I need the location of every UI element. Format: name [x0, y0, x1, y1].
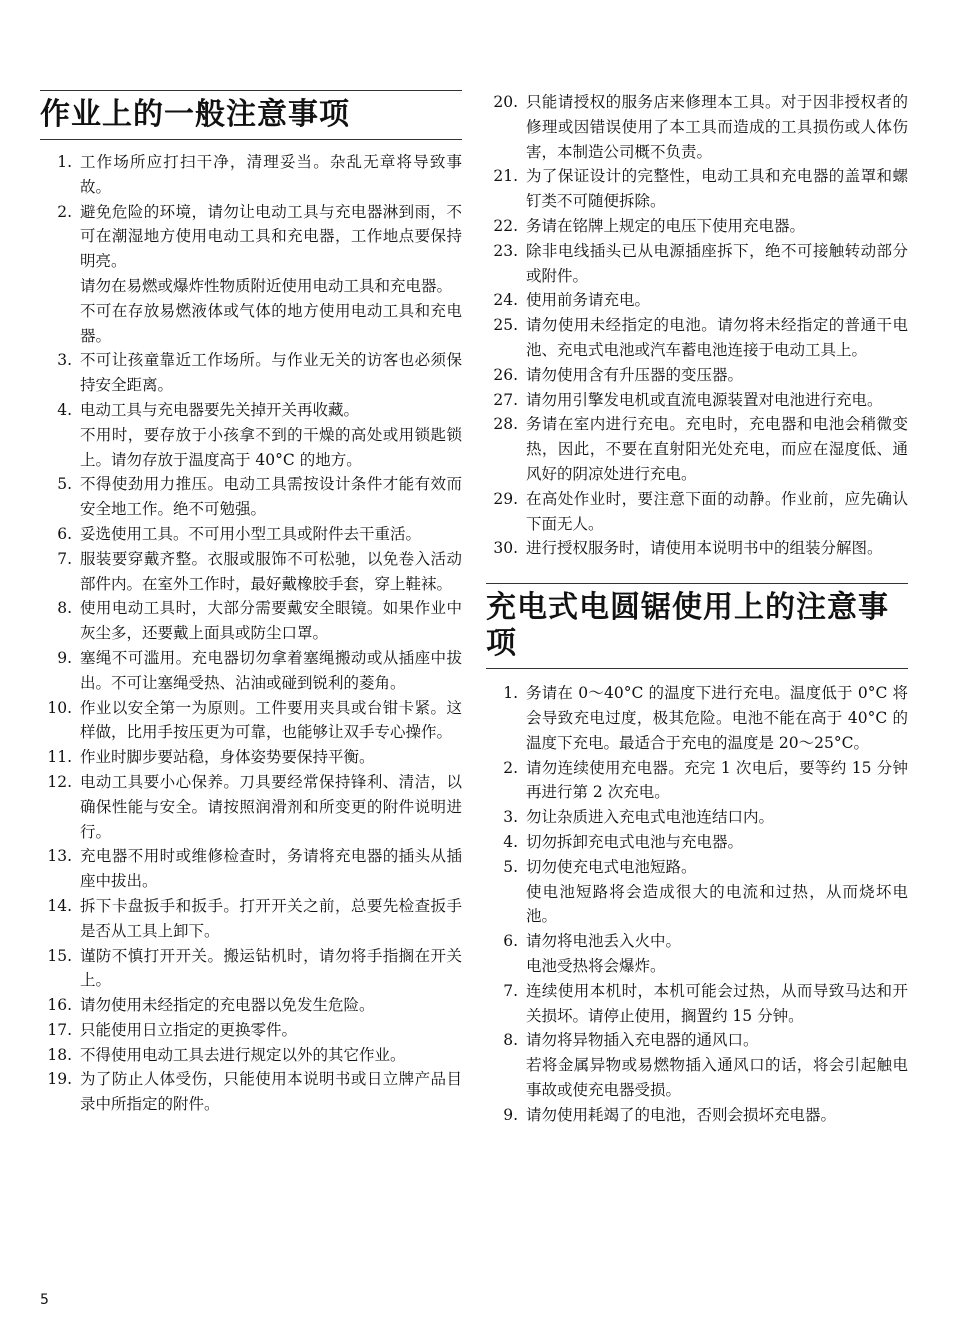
list-item [40, 770, 462, 844]
general-precautions-list-continued [486, 90, 908, 561]
item-number: 28. [493, 415, 518, 434]
item-paragraph: 请勿使用耗竭了的电池，否则会损坏充电器。 [526, 1105, 837, 1124]
item-paragraph: 切勿使充电式电池短路。 [526, 857, 697, 876]
list-item [40, 646, 462, 696]
item-body [80, 844, 462, 894]
list-item [40, 150, 462, 200]
item-paragraph: 不得使用电动工具去进行规定以外的其它作业。 [80, 1045, 406, 1064]
section-circular-saw [486, 583, 908, 1127]
item-paragraph: 作业以安全第一为原则。工件要用夹具或台钳卡紧。这样做，比用手按压更为可靠，也能够让双手专心操作。 [80, 698, 462, 742]
item-number: 9. [57, 648, 72, 667]
item-body [80, 547, 462, 597]
item-paragraph: 请勿在易燃或爆炸性物质附近使用电动工具和充电器。 [80, 276, 453, 295]
item-number: 17. [47, 1020, 72, 1039]
item-paragraph: 塞绳不可滥用。充电器切勿拿着塞绳搬动或从插座中拔出。不可让塞绳受热、沾油或碰到锐利的菱角。 [80, 648, 462, 692]
item-body [80, 894, 462, 944]
item-body [526, 239, 908, 289]
list-item [40, 1043, 462, 1068]
item-number: 5. [57, 475, 72, 494]
item-number: 3. [57, 351, 72, 370]
list-item [486, 1103, 908, 1128]
list-item [40, 944, 462, 994]
item-body [526, 164, 908, 214]
item-number: 16. [47, 996, 72, 1015]
item-paragraph: 工作场所应打扫干净，清理妥当。杂乱无章将导致事故。 [80, 153, 462, 196]
item-paragraph: 不用时，要存放于小孩拿不到的干燥的高处或用锁匙锁上。请勿存放于温度高于 40°C 的地方。 [80, 425, 462, 469]
item-paragraph: 请勿将电池丢入火中。 [526, 932, 682, 951]
list-item [40, 398, 462, 472]
item-body [80, 522, 462, 547]
item-body [80, 398, 462, 472]
item-number: 21. [493, 167, 518, 186]
list-item [40, 993, 462, 1018]
item-paragraph: 请勿将异物插入充电器的通风口。 [526, 1031, 759, 1050]
item-body [526, 1028, 908, 1102]
item-body [526, 756, 908, 806]
item-paragraph: 电动工具要小心保养。刀具要经常保持锋利、清洁，以确保性能与安全。请按照润滑剂和所变更的附件说明进行。 [80, 772, 462, 841]
list-item [486, 214, 908, 239]
item-body [526, 1103, 908, 1128]
list-item [40, 1018, 462, 1043]
section-title-general: 作业上的一般注意事项 [40, 90, 462, 140]
list-item [40, 547, 462, 597]
general-precautions-list [40, 150, 462, 1117]
item-number: 1. [503, 684, 518, 703]
item-number: 15. [47, 946, 72, 965]
item-paragraph: 避免危险的环境，请勿让电动工具与充电器淋到雨，不可在潮湿地方使用电动工具和充电器，工作地点要保持明亮。 [80, 202, 462, 271]
list-item [486, 1028, 908, 1102]
item-body [80, 646, 462, 696]
item-number: 27. [493, 390, 518, 409]
list-item [40, 1067, 462, 1117]
item-number: 7. [503, 981, 518, 1000]
item-number: 1. [57, 153, 72, 171]
item-number: 24. [493, 291, 518, 310]
item-number: 13. [47, 847, 72, 866]
item-number: 8. [503, 1031, 518, 1050]
item-body [526, 855, 908, 929]
list-item [40, 844, 462, 894]
item-number: 29. [493, 489, 518, 508]
item-body [526, 681, 908, 755]
item-paragraph: 请勿使用未经指定的电池。请勿将未经指定的普通干电池、充电式电池或汽车蓄电池连接于电动工具上。 [526, 316, 908, 359]
item-paragraph: 使用前务请充电。 [526, 291, 651, 310]
item-number: 5. [503, 857, 518, 876]
item-body [80, 696, 462, 746]
item-paragraph: 为了保证设计的完整性，电动工具和充电器的盖罩和螺钉类不可随便拆除。 [526, 167, 908, 211]
list-item [40, 348, 462, 398]
item-body [526, 805, 908, 830]
item-paragraph: 谨防不慎打开开关。搬运钻机时，请勿将手指搁在开关上。 [80, 946, 462, 990]
item-number: 11. [47, 748, 72, 767]
list-item [40, 472, 462, 522]
list-item [486, 855, 908, 929]
item-number: 3. [503, 808, 518, 827]
list-item [486, 929, 908, 979]
list-item [40, 596, 462, 646]
item-body [526, 830, 908, 855]
item-number: 23. [493, 241, 518, 260]
list-item [486, 979, 908, 1029]
item-paragraph: 除非电线插头已从电源插座拆下，绝不可接触转动部分或附件。 [526, 241, 908, 285]
list-item [486, 363, 908, 388]
list-item [40, 894, 462, 944]
item-body [80, 770, 462, 844]
item-number: 2. [503, 758, 518, 777]
item-number: 30. [493, 539, 518, 558]
list-item [40, 522, 462, 547]
item-number: 7. [57, 549, 72, 568]
list-item [40, 696, 462, 746]
item-number: 2. [57, 202, 72, 221]
item-number: 22. [493, 216, 518, 235]
item-number: 25. [493, 316, 518, 335]
item-body [80, 1018, 462, 1043]
item-body [80, 993, 462, 1018]
list-item [486, 536, 908, 561]
list-item [486, 412, 908, 486]
item-paragraph: 使电池短路将会造成很大的电流和过热，从而烧坏电池。 [526, 882, 908, 926]
item-paragraph: 务请在铭牌上规定的电压下使用充电器。 [526, 216, 806, 235]
left-column [40, 90, 462, 1117]
list-item [486, 681, 908, 755]
item-paragraph: 作业时脚步要站稳，身体姿势要保持平衡。 [80, 748, 375, 767]
item-paragraph: 务请在 0～40°C 的温度下进行充电。温度低于 0°C 将会导致充电过度，极其危险。电池不能在高于 40°C 的温度下充电。最适合于充电的温度是 20～25°C。 [526, 684, 908, 752]
item-paragraph: 若将金属异物或易燃物插入通风口的话，将会引起触电事故或使充电器受损。 [526, 1056, 908, 1099]
item-paragraph: 只能请授权的服务店来修理本工具。对于因非授权者的修理或因错误使用了本工具而造成的工具损伤或人体伤害，本制造公司概不负责。 [526, 93, 908, 161]
item-number: 20. [493, 93, 518, 111]
item-number: 18. [47, 1045, 72, 1064]
item-body [80, 1043, 462, 1068]
item-paragraph: 勿让杂质进入充电式电池连结口内。 [526, 808, 775, 827]
item-body [526, 536, 908, 561]
item-body [526, 288, 908, 313]
circular-saw-precautions-list [486, 681, 908, 1127]
list-item [40, 745, 462, 770]
item-paragraph: 充电器不用时或维修检查时，务请将充电器的插头从插座中拔出。 [80, 847, 462, 891]
list-item [486, 288, 908, 313]
item-paragraph: 不可让孩童靠近工作场所。与作业无关的访客也必须保持安全距离。 [80, 351, 462, 395]
item-paragraph: 不可在存放易燃液体或气体的地方使用电动工具和充电器。 [80, 301, 462, 345]
item-body [80, 745, 462, 770]
item-paragraph: 请勿使用含有升压器的变压器。 [526, 365, 744, 384]
item-body [526, 412, 908, 486]
item-number: 6. [503, 932, 518, 951]
item-number: 4. [57, 400, 72, 419]
item-paragraph: 服装要穿戴齐整。衣服或服饰不可松驰，以免卷入活动部件内。在室外工作时，最好戴橡胶手套，穿上鞋袜。 [80, 549, 462, 593]
list-item [486, 756, 908, 806]
item-body [526, 313, 908, 363]
item-number: 8. [57, 599, 72, 618]
item-body [80, 1067, 462, 1117]
item-number: 19. [47, 1070, 72, 1089]
item-paragraph: 为了防止人体受伤，只能使用本说明书或日立牌产品目录中所指定的附件。 [80, 1070, 462, 1114]
item-paragraph: 只能使用日立指定的更换零件。 [80, 1020, 298, 1039]
item-body [80, 944, 462, 994]
list-item [486, 805, 908, 830]
item-number: 6. [57, 524, 72, 543]
list-item [486, 830, 908, 855]
list-item [40, 200, 462, 349]
item-paragraph: 电池受热将会爆炸。 [526, 956, 666, 975]
list-item [486, 90, 908, 164]
item-number: 4. [503, 832, 518, 851]
item-paragraph: 请勿用引擎发电机或直流电源装置对电池进行充电。 [526, 390, 883, 409]
item-paragraph: 电动工具与充电器要先关掉开关再收藏。 [80, 400, 360, 419]
item-paragraph: 拆下卡盘扳手和扳手。打开开关之前，总要先检查扳手是否从工具上卸下。 [80, 896, 462, 940]
list-item [486, 313, 908, 363]
item-paragraph: 连续使用本机时，本机可能会过热，从而导致马达和开关损坏。请停止使用，搁置约 15 分钟。 [526, 981, 908, 1025]
page-number: 5 [40, 1292, 49, 1308]
section-title-circular-saw: 充电式电圆锯使用上的注意事项 [486, 583, 908, 669]
item-paragraph: 在高处作业时，要注意下面的动静。作业前，应先确认下面无人。 [526, 489, 908, 533]
item-body [80, 150, 462, 200]
item-body [526, 90, 908, 164]
item-paragraph: 务请在室内进行充电。充电时，充电器和电池会稍微变热，因此，不要在直射阳光处充电，而应在湿度低、通风好的阴凉处进行充电。 [526, 415, 908, 483]
item-body [526, 363, 908, 388]
item-paragraph: 妥选使用工具。不可用小型工具或附件去干重活。 [80, 524, 422, 543]
item-paragraph: 请勿使用未经指定的充电器以免发生危险。 [80, 996, 375, 1015]
item-body [526, 214, 908, 239]
item-paragraph: 请勿连续使用充电器。充完 1 次电后，要等约 15 分钟再进行第 2 次充电。 [526, 758, 908, 802]
item-paragraph: 使用电动工具时，大部分需要戴安全眼镜。如果作业中灰尘多，还要戴上面具或防尘口罩。 [80, 599, 462, 643]
item-body [526, 388, 908, 413]
item-number: 26. [493, 365, 518, 384]
item-body [526, 929, 908, 979]
item-number: 12. [47, 772, 72, 791]
list-item [486, 239, 908, 289]
item-number: 9. [503, 1105, 518, 1124]
item-paragraph: 不得使劲用力推压。电动工具需按设计条件才能有效而安全地工作。绝不可勉强。 [80, 475, 462, 519]
item-body [526, 487, 908, 537]
item-body [80, 348, 462, 398]
item-number: 14. [47, 896, 72, 915]
item-number: 10. [47, 698, 72, 717]
list-item [486, 388, 908, 413]
list-item [486, 164, 908, 214]
item-body [80, 472, 462, 522]
item-paragraph: 进行授权服务时，请使用本说明书中的组装分解图。 [526, 539, 883, 558]
item-body [80, 596, 462, 646]
item-paragraph: 切勿拆卸充电式电池与充电器。 [526, 832, 744, 851]
item-body [80, 200, 462, 349]
item-body [526, 979, 908, 1029]
right-column [486, 90, 908, 1127]
list-item [486, 487, 908, 537]
